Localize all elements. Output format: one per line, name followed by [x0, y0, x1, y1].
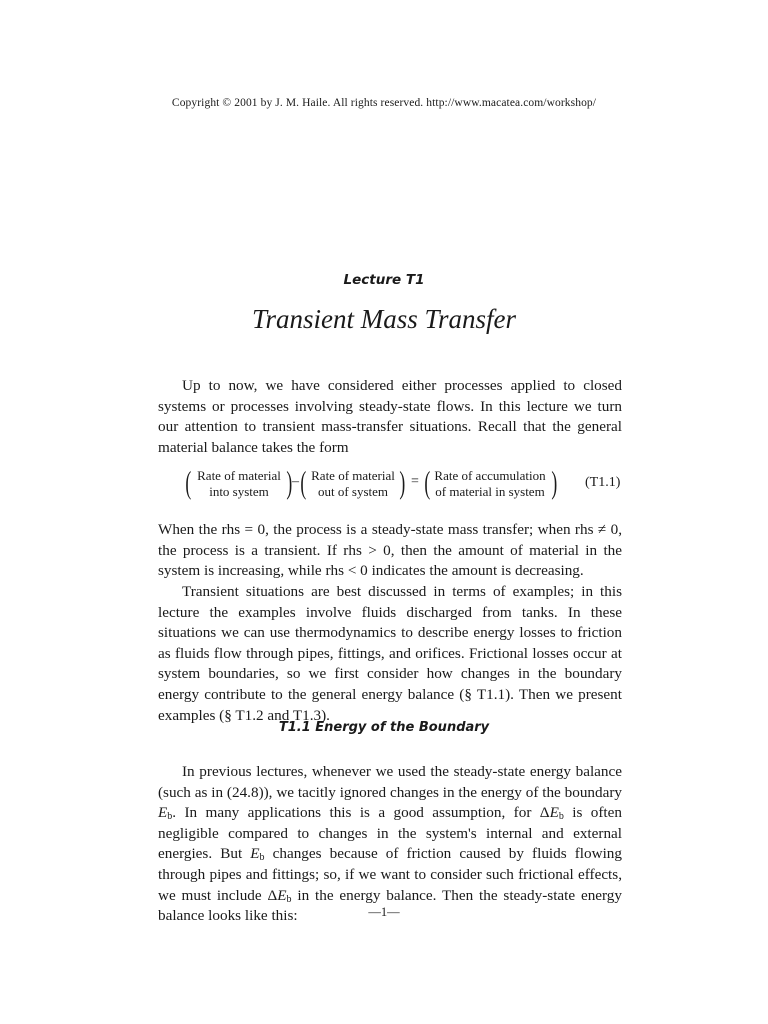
section-paragraph: [158, 762, 622, 927]
lecture-label: Lecture T1: [343, 272, 425, 288]
equation-right-paren: ): [286, 464, 293, 500]
section-text: in the energy balance. Then the steady-state energy balance looks like this:: [158, 886, 622, 925]
subscript-b: b: [167, 811, 173, 823]
symbol-E: E: [250, 845, 260, 863]
subscript-b: b: [259, 852, 265, 864]
equation-term-out-line1: Rate of material: [311, 468, 395, 483]
equation-term-out: [305, 468, 401, 499]
equation-term-accumulation-line1: Rate of accumulation: [434, 468, 546, 483]
section-text: changes because of friction caused by fluids flowing through pipes and fittings; so, if we want to consider such frictional effects, we must include Δ: [158, 845, 622, 904]
equation-right-paren: ): [399, 464, 406, 500]
material-balance-equation: [0, 466, 768, 502]
symbol-E: E: [158, 804, 168, 822]
equation-left-paren: (: [185, 464, 192, 500]
page-number: —1—: [368, 905, 400, 919]
equation-term-in: [190, 468, 288, 499]
copyright-notice: Copyright © 2001 by J. M. Haile. All rights reserved. http://www.macatea.com/workshop/: [171, 97, 597, 109]
section-text: . In many applications this is a good assumption, for Δ: [172, 804, 550, 822]
equation-term-accumulation-line2: of material in system: [435, 483, 545, 499]
subscript-b: b: [558, 811, 564, 823]
equation-right-paren: ): [551, 464, 558, 500]
symbol-E: E: [549, 804, 559, 822]
symbol-E: E: [277, 886, 287, 904]
body-paragraph-2: Transient situations are best discussed in terms of examples; in this lecture the examples involve fluids discharged from tanks. In these situations we can use thermodynamics to describe energy losses to friction as fluids flow through pipes, fittings, and orifices. Frictional losses occur at system boundaries, so we first consider how changes in the boundary energy contribute to the general energy balance (§ T1.1). Then we present examples (§ T1.2 and T1.3).: [158, 583, 622, 724]
equation-term-accumulation: [428, 468, 552, 499]
page-title: Transient Mass Transfer: [251, 304, 517, 334]
equation-equals: =: [411, 474, 419, 489]
intro-paragraph: Up to now, we have considered either processes applied to closed systems or processes involving steady-state flows. In this lecture we turn our attention to transient mass-transfer situations. Recall that the general material balance takes the form: [158, 377, 622, 456]
equation-minus: –: [292, 474, 299, 489]
equation-number: (T1.1): [585, 475, 621, 490]
section-heading: T1.1 Energy of the Boundary: [278, 720, 490, 735]
equation-term-in-line1: Rate of material: [197, 468, 281, 483]
section-text: is often negligible compared to changes in the system's internal and external energies. But: [158, 804, 622, 863]
equation-term-out-line2: out of system: [317, 483, 389, 499]
section-text: In previous lectures, whenever we used the steady-state energy balance (such as in (24.8)), we tacitly ignored changes in the energy of the boundary: [158, 763, 622, 801]
subscript-b: b: [286, 893, 292, 905]
equation-term-in-line2: into system: [209, 483, 269, 499]
equation-left-paren: (: [300, 464, 307, 500]
body-paragraph-1: When the rhs = 0, the process is a steady-state mass transfer; when rhs ≠ 0, the process is a transient. If rhs > 0, then the amount of material in the system is increasing, while rhs < 0 indicates the amount is decreasing.: [158, 521, 622, 580]
equation-left-paren: (: [424, 464, 431, 500]
